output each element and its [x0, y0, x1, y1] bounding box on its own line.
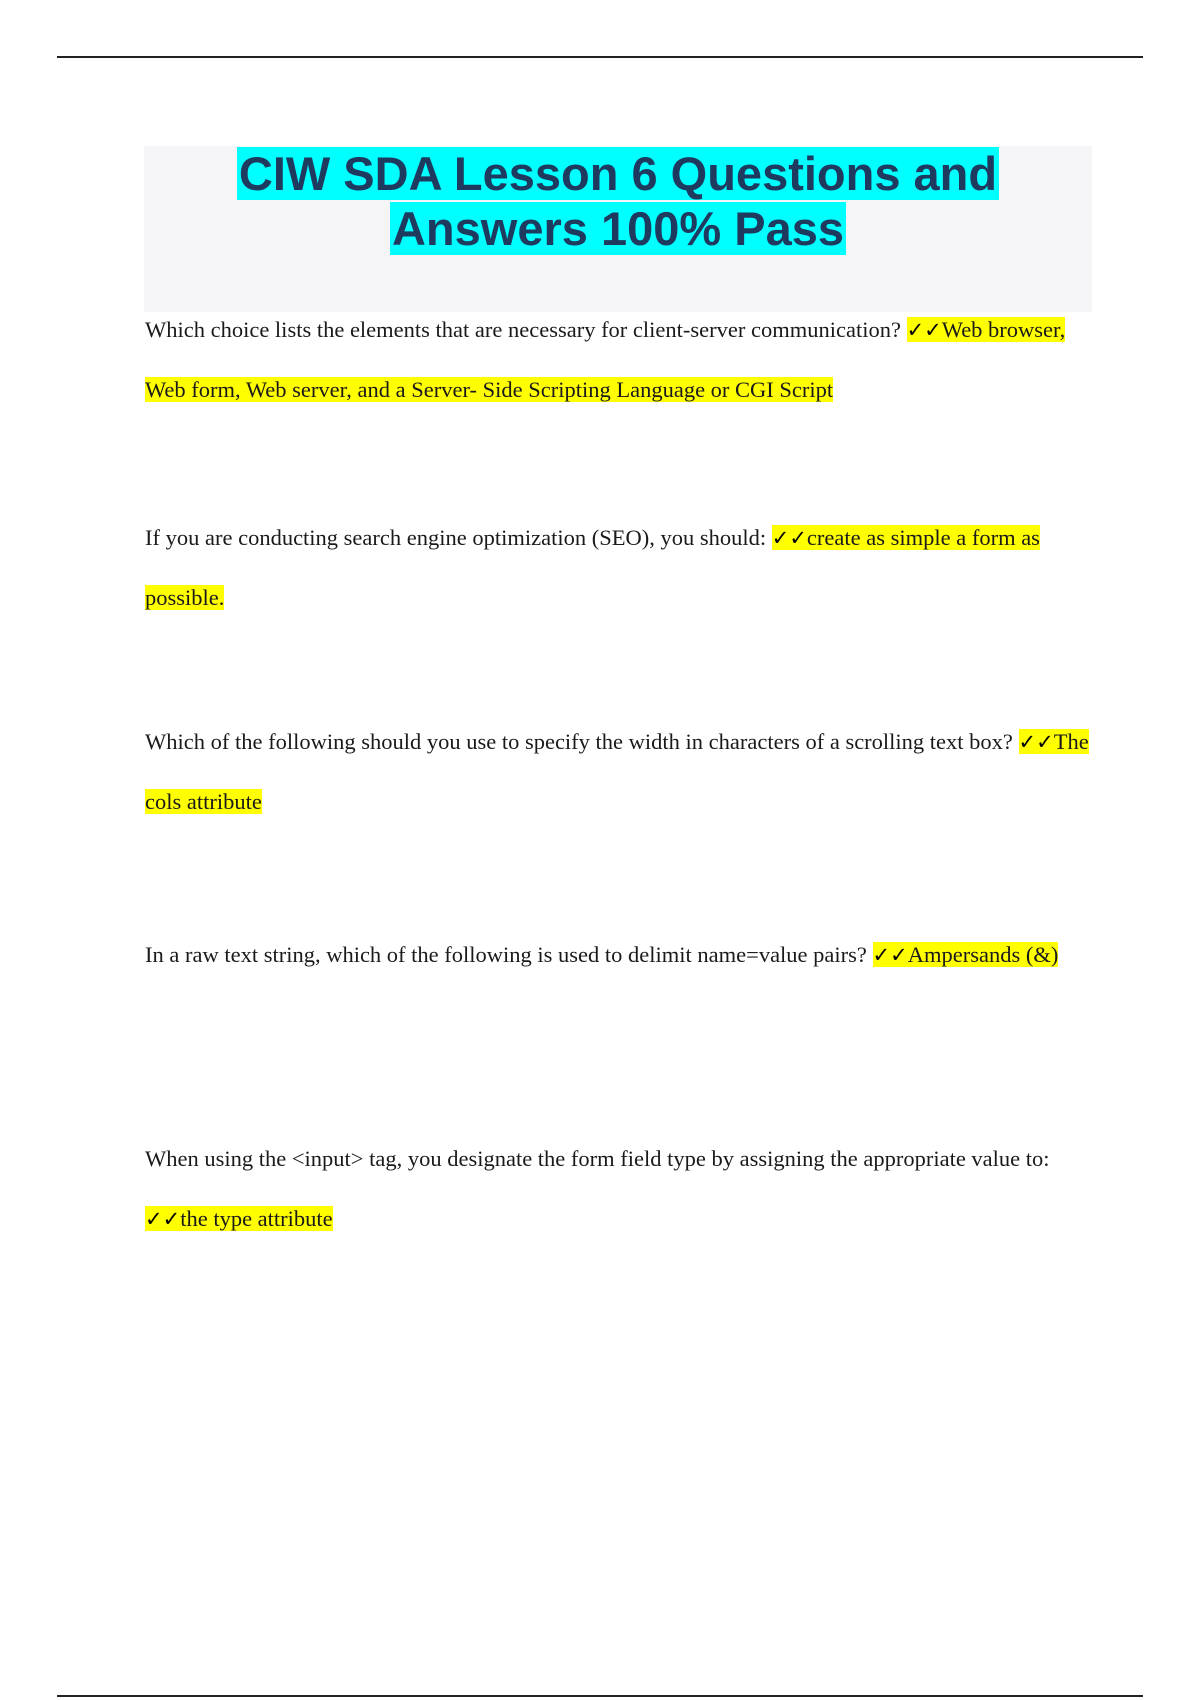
qa-item-2: [145, 508, 1090, 628]
question-text: If you are conducting search engine optimization (SEO), you should:: [145, 525, 772, 550]
title-block: [144, 146, 1092, 312]
double-check-icon: ✓✓: [771, 526, 807, 550]
title-line-2: Answers 100% Pass: [391, 202, 844, 255]
qa-item-4: [145, 925, 1090, 985]
double-check-icon: ✓✓: [145, 1207, 181, 1231]
bottom-rule: [57, 1695, 1143, 1697]
top-rule: [57, 56, 1143, 58]
question-text: Which of the following should you use to specify the width in characters of a scrolling text box?: [145, 729, 1019, 754]
document-title: [144, 146, 1092, 256]
answer-text: Web browser, Web form, Web server, and a Server- Side Scripting Language or CGI Script: [145, 317, 1066, 402]
answer-text: the type attribute: [180, 1206, 333, 1231]
double-check-icon: ✓✓: [1018, 730, 1054, 754]
qa-item-1: [145, 300, 1090, 420]
title-line-1: CIW SDA Lesson 6 Questions and: [238, 147, 998, 200]
qa-item-3: [145, 712, 1090, 832]
answer-text: Ampersands (&): [907, 942, 1059, 967]
answer-highlight: [145, 1206, 333, 1231]
double-check-icon: ✓✓: [906, 318, 942, 342]
answer-text: The cols attribute: [145, 729, 1089, 814]
answer-highlight: [873, 942, 1059, 967]
answer-text: create as simple a form as possible.: [145, 525, 1040, 610]
question-text: In a raw text string, which of the following is used to delimit name=value pairs?: [145, 942, 873, 967]
question-text: When using the <input> tag, you designate the form field type by assigning the appropriate value to:: [145, 1146, 1050, 1171]
question-text: Which choice lists the elements that are necessary for client-server communication?: [145, 317, 907, 342]
qa-item-5: [145, 1129, 1090, 1249]
double-check-icon: ✓✓: [872, 943, 908, 967]
